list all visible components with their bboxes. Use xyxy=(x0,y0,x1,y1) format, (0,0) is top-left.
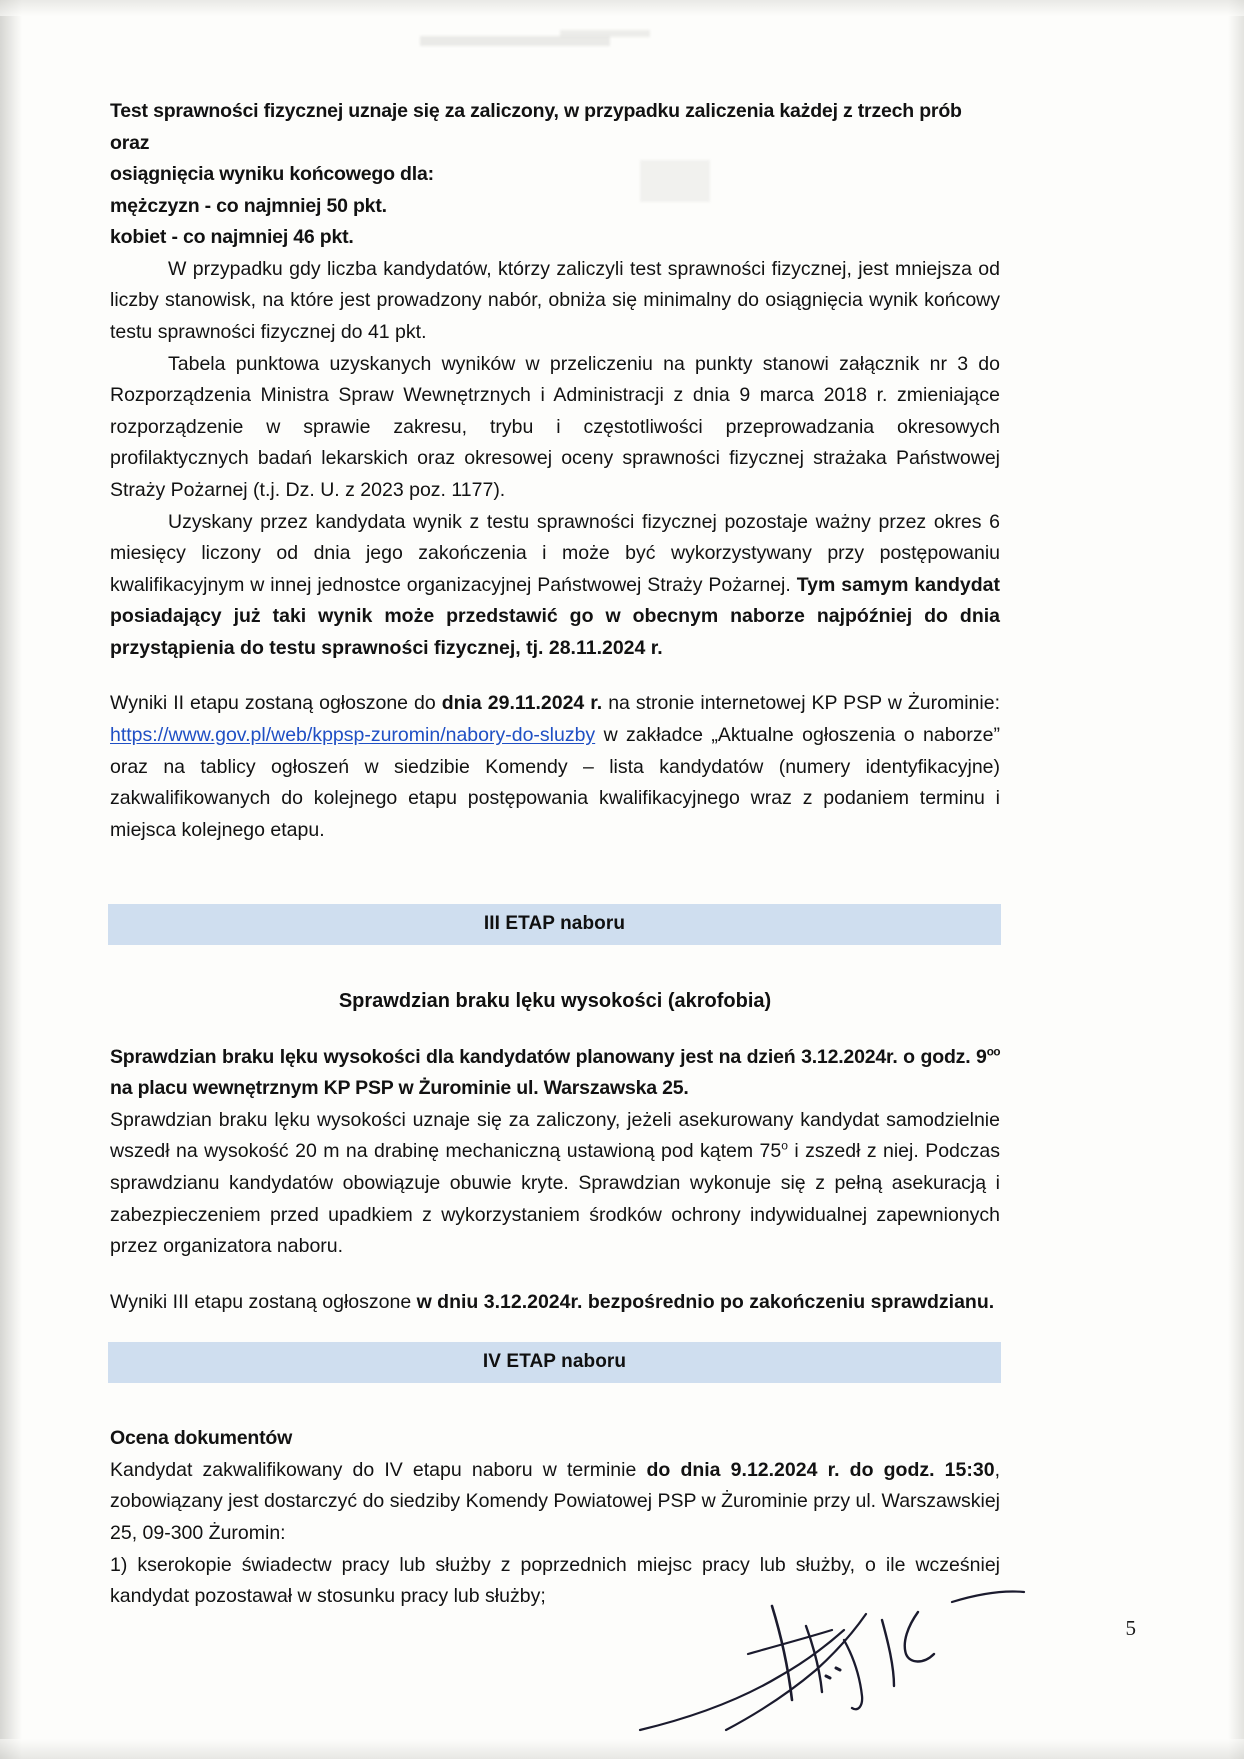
paragraph-stage-ii-results xyxy=(110,688,1000,846)
stage-ii-text-2: na stronie internetowej KP PSP w Żurominie: xyxy=(602,692,1000,715)
scan-artifact xyxy=(420,36,610,46)
stage-ii-text-1: Wyniki II etapu zostaną ogłoszone do xyxy=(110,692,442,715)
documents-deadline-bold: do dnia 9.12.2024 r. do godz. 15:30 xyxy=(646,1458,995,1481)
scan-edge-shadow-top xyxy=(0,0,1244,16)
intro-line-2: osiągnięcia wyniku końcowego dla: xyxy=(110,163,434,186)
documents-deadline-text-2: , zobowiązany jest dostarczyć do siedziby Komendy Powiatowej PSP w Żurominie przy ul. Warszawskiej 25, 09-300 Żuromin: xyxy=(110,1458,1000,1545)
scan-edge-shadow-bottom xyxy=(0,1739,1244,1759)
acrophobia-rules-part-1: Sprawdzian braku lęku wysokości uznaje się za zaliczony, jeżeli asekurowany kandydat samodzielnie wszedł na wysokość 20 m na drabinę mechaniczną ustawioną pod kątem 75 xyxy=(110,1108,1000,1163)
result-validity-text: Uzyskany przez kandydata wynik z testu sprawności fizycznej pozostaje ważny przez okres 6 miesięcy liczony od dnia jego zakończenia i może być wykorzystywany przy postępowaniu kwalifikacyjnym w innej jednostce organizacyjnej Państwowej Straży Pożarnej. xyxy=(110,510,1000,596)
hour-superscript: oo xyxy=(986,1045,1000,1059)
stage-ii-date: dnia 29.11.2024 r. xyxy=(441,692,603,715)
scan-edge-shadow-right xyxy=(1228,0,1244,1759)
intro-line-3: mężczyzn - co najmniej 50 pkt. xyxy=(110,194,387,217)
document-body xyxy=(110,96,1000,1613)
intro-bold-block xyxy=(110,96,1000,254)
acrophobia-rules-part-2: i zszedł z niej. Podczas sprawdzianu kandydatów obowiązuje obuwie kryte. Sprawdzian wykonuje się z pełną asekuracją i zabezpieczeniem przed upadkiem z wykorzystaniem środków ochrony indywidualnej zapewnionych przez organizatora naboru. xyxy=(110,1140,1000,1258)
documents-deadline-text-1: Kandydat zakwalifikowany do IV etapu naboru w terminie xyxy=(110,1458,647,1481)
stage-ii-text-3: w zakładce „Aktualne ogłoszenia o naborze” oraz na tablicy ogłoszeń w siedzibie Komendy – lista kandydatów (numery identyfikacyjne) zakwalifikowanych do kolejnego etapu postępowania kwalifikacyjnego wraz z podaniem terminu i miejsca kolejnego etapu. xyxy=(110,723,1000,841)
documents-list-item-1: 1) kserokopie świadectw pracy lub służby z poprzednich miejsc pracy lub służby, o ile wcześniej kandydat pozostawał w stosunku pracy lub służby; xyxy=(110,1553,1000,1608)
intro-line-1: Test sprawności fizycznej uznaje się za zaliczony, w przypadku zaliczenia każdej z trzech prób oraz xyxy=(110,100,962,154)
paragraph-result-validity xyxy=(110,507,1000,665)
acrophobia-schedule-part-1: Sprawdzian braku lęku wysokości dla kandydatów planowany jest na dzień 3.12.2024r. o godz. 9 xyxy=(110,1045,987,1068)
paragraph-acrophobia-schedule xyxy=(110,1042,1000,1105)
recruitment-website-link[interactable]: https://www.gov.pl/web/kppsp-zuromin/nabory-do-sluzby xyxy=(110,723,596,746)
page-number: 5 xyxy=(1125,1616,1136,1640)
stage-iv-banner: IV ETAP naboru xyxy=(108,1342,1001,1383)
documents-assessment-heading: Ocena dokumentów xyxy=(110,1427,293,1450)
result-validity-bold: Tym samym kandydat posiadający już taki wynik może przedstawić go w obecnym naborze najpóźniej do dnia przystąpienia do testu sprawności fizycznej, tj. 28.11.2024 r. xyxy=(110,573,1000,659)
stage-iii-text-1: Wyniki III etapu zostaną ogłoszone xyxy=(110,1290,417,1313)
stage-iii-subtitle: Sprawdzian braku lęku wysokości (akrofobia) xyxy=(338,990,772,1013)
stage-iii-bold: w dniu 3.12.2024r. bezpośrednio po zakończeniu sprawdzianu. xyxy=(416,1290,995,1313)
paragraph-stage-iii-results xyxy=(110,1287,1000,1319)
acrophobia-schedule-part-2: na placu wewnętrznym KP PSP w Żurominie ul. Warszawska 25. xyxy=(110,1077,689,1100)
paragraph-minimum-score: W przypadku gdy liczba kandydatów, którzy zaliczyli test sprawności fizycznej, jest mniejsza od liczby stanowisk, na które jest prowadzony nabór, obniża się minimalny do osiągnięcia wynik końcowy testu sprawności fizycznej do 41 pkt. xyxy=(110,257,1000,344)
scan-edge-shadow-left xyxy=(0,0,22,1759)
signature-icon xyxy=(630,1580,1050,1750)
scan-artifact xyxy=(560,30,650,37)
paragraph-documents-deadline xyxy=(110,1455,1000,1550)
paragraph-acrophobia-rules xyxy=(110,1105,1000,1263)
paragraph-points-table: Tabela punktowa uzyskanych wyników w przeliczeniu na punkty stanowi załącznik nr 3 do Rozporządzenia Ministra Spraw Wewnętrznych i Administracji z dnia 9 marca 2018 r. zmieniające rozporządzenie w sprawie zakresu, trybu i częstotliwości przeprowadzania okresowych profilaktycznych badań lekarskich oraz okresowej oceny sprawności fizycznej strażaka Państwowej Straży Pożarnej (t.j. Dz. U. z 2023 poz. 1177). xyxy=(110,352,1000,501)
degree-superscript: o xyxy=(781,1138,788,1153)
intro-line-4: kobiet - co najmniej 46 pkt. xyxy=(110,226,354,249)
stage-iii-banner: III ETAP naboru xyxy=(108,904,1001,945)
